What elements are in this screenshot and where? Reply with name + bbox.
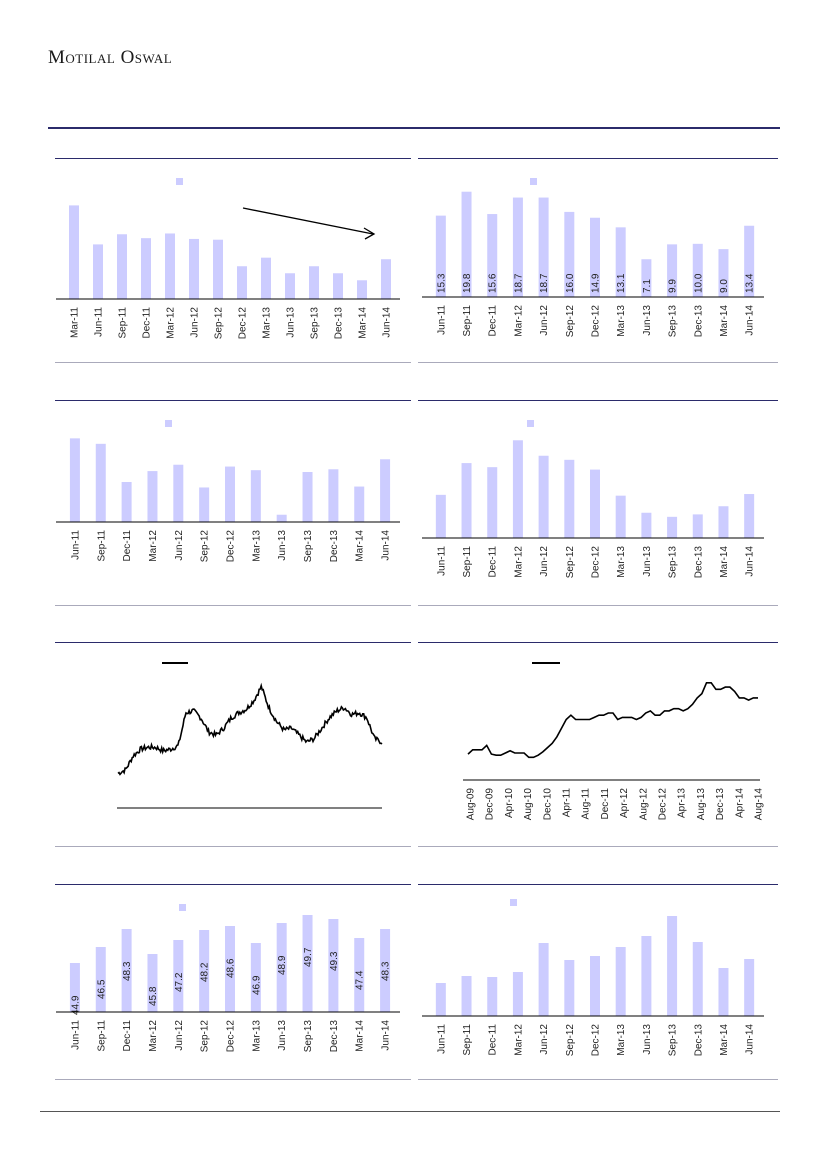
x-tick-label: Sep-13 [309,307,321,340]
chart-panel-8 [418,884,778,1080]
bar [667,517,677,538]
bar [173,465,183,522]
bar [718,506,728,538]
x-tick-label: Apr-14 [734,788,746,819]
panel-top-rule [55,400,411,401]
bar [117,234,127,299]
x-tick-label: Jun-14 [380,530,392,561]
x-tick-label: Jun-11 [70,530,82,560]
x-tick-label: Dec-13 [693,305,705,338]
bar [380,459,390,522]
x-tick-label: Mar-14 [354,530,366,562]
x-tick-label: Dec-10 [542,788,554,821]
legend-marker [530,178,537,185]
panel-bottom-rule [55,605,411,606]
bar [641,936,651,1016]
x-tick-label: Sep-11 [462,1024,474,1056]
x-tick-label: Sep-12 [564,1024,576,1057]
bar-value-label: 48.2 [199,962,211,982]
bar-chart-1 [55,158,411,363]
x-tick-label: Mar-12 [165,307,177,339]
panel-bottom-rule [418,846,778,847]
bar [487,977,497,1016]
bar [93,244,103,299]
bar-value-label: 44.9 [70,995,82,1015]
x-tick-label: Mar-13 [251,1020,263,1052]
chart-panel-5 [55,642,411,847]
chart-panel-6 [418,642,778,847]
x-tick-label: Sep-13 [303,530,315,563]
bar [199,487,209,522]
bar [309,266,319,299]
x-tick-label: Jun-11 [93,307,105,337]
bar [225,467,235,522]
bar-value-label: 47.2 [173,972,185,992]
bar [693,942,703,1016]
bar [564,460,574,538]
x-tick-label: Jun-11 [70,1020,82,1050]
bar [213,240,223,299]
x-tick-label: Mar-14 [357,307,369,339]
legend-marker [165,420,172,427]
x-tick-label: Sep-11 [117,307,129,339]
bar-value-label: 46.9 [251,975,263,995]
bar-chart-4 [418,400,778,606]
x-tick-label: Dec-09 [484,788,496,821]
bar-value-label: 49.3 [328,951,340,971]
x-tick-label: Jun-13 [285,307,297,338]
bar [487,467,497,538]
footer-rule [40,1111,780,1112]
chart-panel-1 [55,158,411,363]
bar [718,968,728,1016]
bar-value-label: 9.0 [718,279,730,293]
bar [261,258,271,299]
chart-panel-4 [418,400,778,606]
x-tick-label: Jun-11 [436,546,448,576]
chart-panel-3 [55,400,411,606]
bar [96,444,106,522]
panel-top-rule [418,400,778,401]
x-tick-label: Sep-11 [462,546,474,578]
bar-value-label: 7.1 [641,279,653,293]
header-rule [48,127,780,129]
bar [165,233,175,299]
x-tick-label: Dec-13 [693,546,705,579]
bar-value-label: 13.4 [744,273,756,293]
bar-value-label: 18.7 [539,273,551,293]
bar [354,487,364,522]
brand-logo: Motilal Oswal [48,47,173,68]
x-tick-label: Sep-12 [199,1020,211,1053]
bar [237,266,247,299]
x-tick-label: Dec-13 [333,307,345,340]
bar [513,440,523,538]
x-tick-label: Aug-10 [523,788,535,821]
x-tick-label: Sep-13 [667,546,679,579]
bar [436,983,446,1016]
x-tick-label: Aug-14 [753,788,765,821]
bar [744,494,754,538]
bar [616,947,626,1016]
x-tick-label: Mar-14 [718,1024,730,1056]
bar-value-label: 46.5 [96,979,108,999]
bar-value-label: 48.9 [277,955,289,975]
bar [693,514,703,538]
x-tick-label: Jun-12 [173,530,185,561]
trend-arrow [243,208,373,234]
x-tick-label: Dec-13 [328,1020,340,1053]
bar-chart-2 [418,158,778,363]
x-tick-label: Dec-12 [590,546,602,579]
bar-value-label: 45.8 [147,986,159,1006]
bar [462,463,472,538]
panel-top-rule [418,642,778,643]
bar-chart-3 [55,400,411,606]
panel-top-rule [55,884,411,885]
x-tick-label: Dec-12 [225,1020,237,1053]
x-tick-label: Sep-12 [199,530,211,563]
x-tick-label: Jun-14 [381,307,393,338]
x-tick-label: Aug-13 [695,788,707,821]
panel-bottom-rule [55,362,411,363]
x-tick-label: Apr-10 [503,788,515,819]
x-tick-label: Jun-12 [539,305,551,336]
line-chart-6 [418,642,778,847]
x-tick-label: Dec-13 [328,530,340,563]
panel-bottom-rule [418,1079,778,1080]
bar [277,515,287,522]
metric-line [468,683,758,758]
x-tick-label: Dec-12 [657,788,669,821]
x-tick-label: Apr-12 [619,788,631,819]
x-tick-label: Jun-14 [744,546,756,577]
x-tick-label: Dec-11 [122,530,134,562]
x-tick-label: Jun-14 [380,1020,392,1051]
bar [69,205,79,299]
panel-top-rule [55,158,411,159]
x-tick-label: Aug-09 [465,788,477,821]
panel-top-rule [55,642,411,643]
x-tick-label: Dec-12 [225,530,237,563]
x-tick-label: Sep-11 [96,1020,108,1052]
panel-bottom-rule [55,846,411,847]
x-tick-label: Dec-12 [237,307,249,340]
bar [436,495,446,538]
x-tick-label: Mar-14 [718,305,730,337]
bar [147,471,157,522]
chart-panel-2 [418,158,778,363]
bar [357,280,367,299]
bar-chart-8 [418,884,778,1080]
x-tick-label: Mar-13 [616,1024,628,1056]
x-tick-label: Jun-13 [641,546,653,577]
bar [285,273,295,299]
x-tick-label: Dec-12 [590,305,602,338]
legend-marker [527,420,534,427]
bar [667,916,677,1016]
x-tick-label: Jun-11 [436,305,448,335]
x-tick-label: Mar-14 [354,1020,366,1052]
bar-value-label: 13.1 [616,273,628,293]
bar [564,960,574,1016]
legend-marker [179,904,186,911]
chart-panel-7 [55,884,411,1080]
bar-value-label: 48.6 [225,958,237,978]
x-tick-label: Mar-13 [616,305,628,337]
bar [590,470,600,538]
line-chart-5 [55,642,411,847]
x-tick-label: Sep-12 [564,305,576,338]
x-tick-label: Mar-13 [261,307,273,339]
x-tick-label: Jun-13 [277,530,289,561]
x-tick-label: Jun-12 [189,307,201,338]
x-tick-label: Mar-14 [718,546,730,578]
bar [513,972,523,1016]
bar [539,943,549,1016]
x-tick-label: Mar-12 [513,305,525,337]
x-tick-label: Jun-12 [539,546,551,577]
legend-marker [510,899,517,906]
x-tick-label: Jun-13 [277,1020,289,1051]
legend-marker [176,178,183,185]
x-tick-label: Sep-13 [303,1020,315,1053]
bar-chart-7 [55,884,411,1080]
price-line [118,686,382,775]
bar [251,470,261,522]
panel-bottom-rule [418,605,778,606]
x-tick-label: Dec-13 [715,788,727,821]
bar-value-label: 14.9 [590,273,602,293]
x-tick-label: Sep-13 [667,1024,679,1057]
bar-value-label: 48.3 [380,961,392,981]
bar-value-label: 18.7 [513,273,525,293]
x-tick-label: Jun-11 [436,1024,448,1054]
x-tick-label: Jun-14 [744,1024,756,1055]
panel-top-rule [418,158,778,159]
bar-value-label: 49.7 [303,947,315,967]
bar [328,469,338,522]
x-tick-label: Sep-11 [96,530,108,562]
x-tick-label: Dec-11 [487,305,499,337]
x-tick-label: Dec-11 [487,1024,499,1056]
x-tick-label: Dec-11 [599,788,611,820]
x-tick-label: Aug-11 [580,788,592,820]
bar-value-label: 47.4 [354,970,366,990]
panel-bottom-rule [55,1079,411,1080]
x-tick-label: Sep-12 [564,546,576,579]
bar [616,496,626,538]
bar [462,976,472,1016]
x-tick-label: Dec-11 [487,546,499,578]
bar [641,513,651,538]
bar-value-label: 15.6 [487,273,499,293]
x-tick-label: Apr-11 [561,788,573,818]
bar [189,239,199,299]
x-tick-label: Dec-11 [122,1020,134,1052]
x-tick-label: Jun-14 [744,305,756,336]
bar [303,472,313,522]
x-tick-label: Mar-12 [513,546,525,578]
bar-value-label: 16.0 [564,273,576,293]
x-tick-label: Sep-12 [213,307,225,340]
x-tick-label: Dec-13 [693,1024,705,1057]
x-tick-label: Mar-12 [147,530,159,562]
bar [122,482,132,522]
bar [381,259,391,299]
bar [96,947,106,1012]
x-tick-label: Jun-12 [173,1020,185,1051]
x-tick-label: Mar-12 [147,1020,159,1052]
x-tick-label: Jun-13 [641,305,653,336]
x-tick-label: Mar-11 [69,307,81,338]
bar-value-label: 48.3 [122,961,134,981]
x-tick-label: Apr-13 [676,788,688,819]
bar [141,238,151,299]
x-tick-label: Aug-12 [638,788,650,821]
x-tick-label: Sep-11 [462,305,474,337]
panel-top-rule [418,884,778,885]
bar-value-label: 10.0 [693,273,705,293]
bar [333,273,343,299]
bar [744,959,754,1016]
bar [539,456,549,538]
x-tick-label: Sep-13 [667,305,679,338]
bar [70,438,80,522]
x-tick-label: Mar-12 [513,1024,525,1056]
x-tick-label: Mar-13 [251,530,263,562]
x-tick-label: Jun-12 [539,1024,551,1055]
x-tick-label: Jun-13 [641,1024,653,1055]
x-tick-label: Mar-13 [616,546,628,578]
bar [590,956,600,1016]
x-tick-label: Dec-12 [590,1024,602,1057]
bar-value-label: 15.3 [436,273,448,293]
bar-value-label: 19.8 [462,273,474,293]
panel-bottom-rule [418,362,778,363]
bar-value-label: 9.9 [667,279,679,293]
x-tick-label: Dec-11 [141,307,153,339]
